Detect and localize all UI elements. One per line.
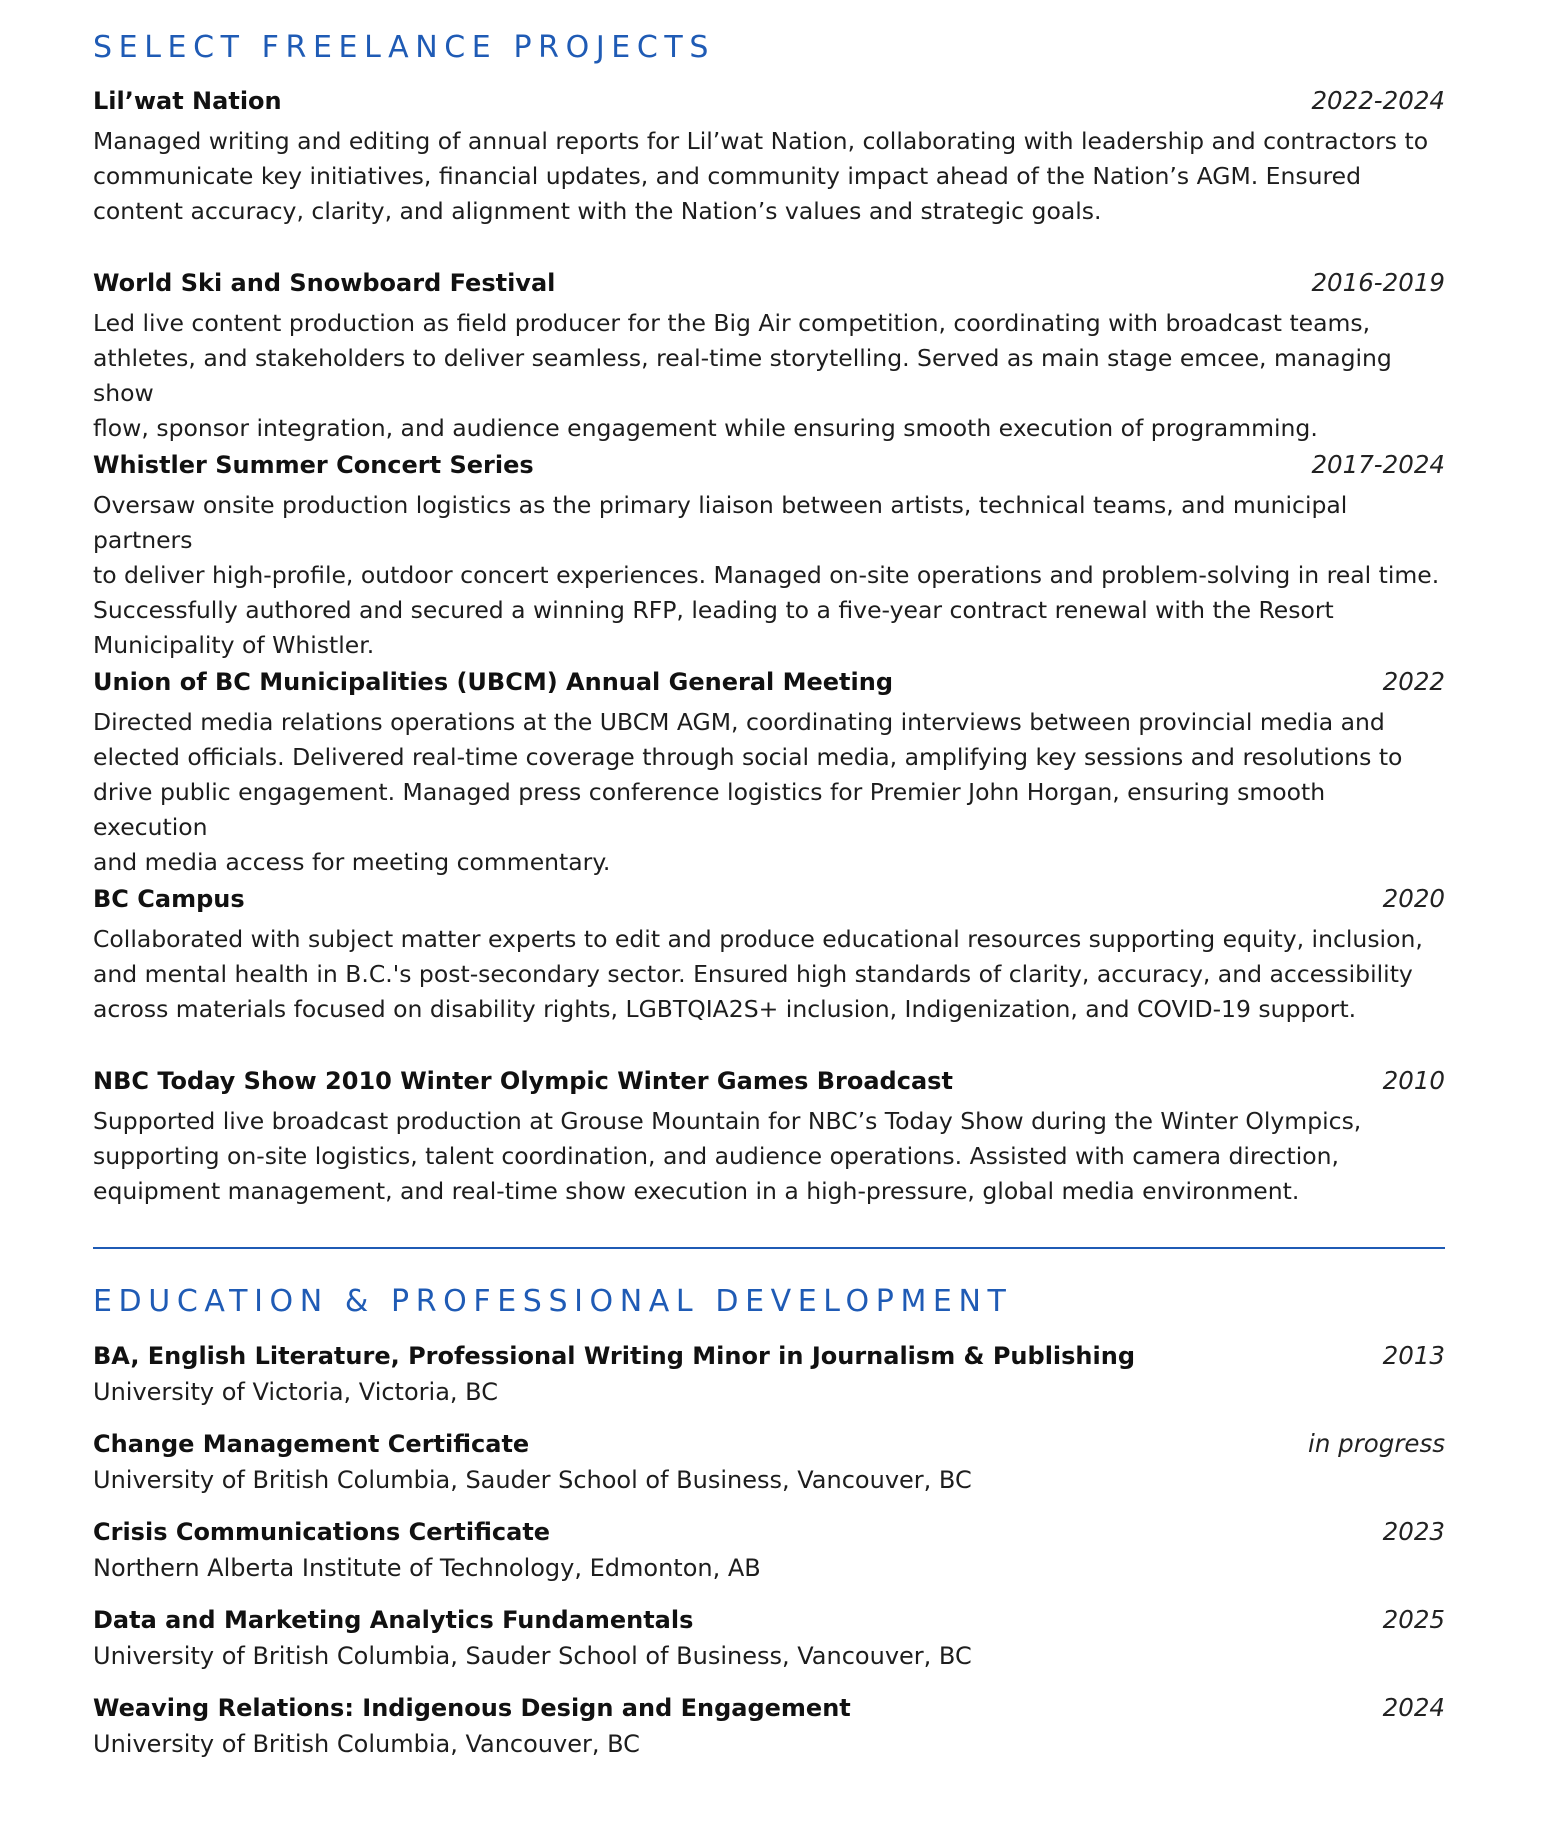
description-line: Directed media relations operations at the UBCM AGM, coordinating interviews between provincial media and: [93, 708, 1385, 736]
project-title: BC Campus: [93, 885, 245, 913]
description-line: Managed writing and editing of annual reports for Lil’wat Nation, collaborating with leadership and contractors to: [93, 127, 1429, 155]
description-line: athletes, and stakeholders to deliver seamless, real-time storytelling. Served as main stage emcee, managing show: [93, 344, 1392, 407]
description-line: and mental health in B.C.'s post-secondary sector. Ensured high standards of clarity, accuracy, and accessibility: [93, 960, 1413, 988]
education-header: [93, 1603, 1445, 1637]
education-header: [93, 1515, 1445, 1549]
description-line: equipment management, and real-time show execution in a high-pressure, global media environment.: [93, 1177, 1300, 1205]
section-heading-freelance-projects: SELECT FREELANCE PROJECTS: [93, 30, 715, 65]
description-line: elected officials. Delivered real-time coverage through social media, amplifying key sessions and resolutions to: [93, 743, 1403, 771]
description-line: communicate key initiatives, financial updates, and community impact ahead of the Nation’s AGM. Ensured: [93, 162, 1362, 190]
project-header: [93, 448, 1445, 482]
education-title: Crisis Communications Certificate: [93, 1518, 551, 1546]
project-title: Whistler Summer Concert Series: [93, 451, 534, 479]
description-line: supporting on-site logistics, talent coordination, and audience operations. Assisted with camera direction,: [93, 1142, 1339, 1170]
education-date: in progress: [1308, 1429, 1445, 1458]
education-institution: University of British Columbia, Sauder School of Business, Vancouver, BC: [93, 1466, 972, 1494]
section-heading-education: EDUCATION & PROFESSIONAL DEVELOPMENT: [93, 1284, 1013, 1319]
section-divider: [93, 1247, 1445, 1249]
education-header: [93, 1691, 1445, 1725]
description-line: Oversaw onsite production logistics as the primary liaison between artists, technical teams, and municipal partners: [93, 491, 1348, 554]
education-date: 2024: [1382, 1693, 1445, 1722]
project-header: [93, 882, 1445, 916]
project-date: 2022-2024: [1311, 86, 1445, 115]
project-title: Union of BC Municipalities (UBCM) Annual General Meeting: [93, 668, 893, 696]
education-institution: University of British Columbia, Vancouver, BC: [93, 1730, 640, 1758]
education-entry: [93, 1427, 1445, 1497]
description-line: flow, sponsor integration, and audience engagement while ensuring smooth execution of programming.: [93, 414, 1318, 442]
education-institution: Northern Alberta Institute of Technology, Edmonton, AB: [93, 1554, 761, 1582]
education-header: [93, 1339, 1445, 1373]
project-description: [93, 124, 1445, 229]
description-line: Successfully authored and secured a winning RFP, leading to a five-year contract renewal with the Resort: [93, 596, 1334, 624]
project-date: 2010: [1382, 1066, 1445, 1095]
education-entry: [93, 1339, 1445, 1409]
project-title: Lil’wat Nation: [93, 87, 282, 115]
description-line: Supported live broadcast production at Grouse Mountain for NBC’s Today Show during the Winter Olympics,: [93, 1107, 1362, 1135]
project-description: [93, 488, 1445, 663]
education-title: Data and Marketing Analytics Fundamentals: [93, 1606, 694, 1634]
project-description: [93, 705, 1445, 880]
education-date: 2013: [1382, 1341, 1445, 1370]
description-line: content accuracy, clarity, and alignment with the Nation’s values and strategic goals.: [93, 197, 1102, 225]
project-entry: [93, 84, 1445, 229]
project-entry: [93, 448, 1445, 663]
project-header: [93, 84, 1445, 118]
education-date: 2023: [1382, 1517, 1445, 1546]
education-entry: [93, 1515, 1445, 1585]
project-entry: [93, 882, 1445, 1027]
description-line: Collaborated with subject matter experts to edit and produce educational resources supporting equity, inclusion,: [93, 925, 1423, 953]
education-institution: University of British Columbia, Sauder School of Business, Vancouver, BC: [93, 1642, 972, 1670]
education-date: 2025: [1382, 1605, 1445, 1634]
project-header: [93, 665, 1445, 699]
education-institution: University of Victoria, Victoria, BC: [93, 1378, 498, 1406]
project-date: 2017-2024: [1311, 450, 1445, 479]
education-title: Change Management Certificate: [93, 1430, 530, 1458]
project-description: [93, 306, 1445, 446]
education-entry: [93, 1603, 1445, 1673]
project-description: [93, 1104, 1445, 1209]
project-entry: [93, 1064, 1445, 1209]
project-description: [93, 922, 1445, 1027]
project-entry: [93, 266, 1445, 446]
project-entry: [93, 665, 1445, 880]
education-entry: [93, 1691, 1445, 1761]
description-line: across materials focused on disability rights, LGBTQIA2S+ inclusion, Indigenization, and COVID-19 support.: [93, 995, 1357, 1023]
education-title: BA, English Literature, Professional Writing Minor in Journalism & Publishing: [93, 1342, 1136, 1370]
project-date: 2020: [1382, 884, 1445, 913]
project-date: 2016-2019: [1311, 268, 1445, 297]
project-date: 2022: [1382, 667, 1445, 696]
description-line: Municipality of Whistler.: [93, 631, 375, 659]
project-header: [93, 1064, 1445, 1098]
description-line: Led live content production as field producer for the Big Air competition, coordinating with broadcast teams,: [93, 309, 1371, 337]
project-title: World Ski and Snowboard Festival: [93, 269, 556, 297]
education-header: [93, 1427, 1445, 1461]
description-line: to deliver high-profile, outdoor concert experiences. Managed on-site operations and problem-solving in real time.: [93, 561, 1440, 589]
project-title: NBC Today Show 2010 Winter Olympic Winter Games Broadcast: [93, 1067, 953, 1095]
description-line: drive public engagement. Managed press conference logistics for Premier John Horgan, ensuring smooth execution: [93, 778, 1326, 841]
education-title: Weaving Relations: Indigenous Design and Engagement: [93, 1694, 851, 1722]
project-header: [93, 266, 1445, 300]
description-line: and media access for meeting commentary.: [93, 848, 611, 876]
